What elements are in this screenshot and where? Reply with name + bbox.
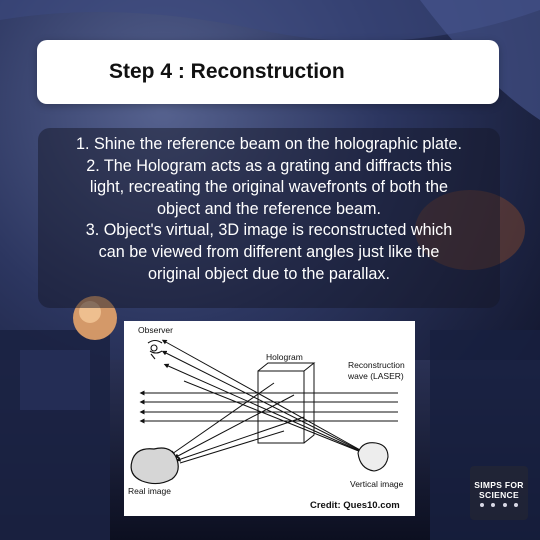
hologram-label: Hologram — [266, 352, 303, 362]
page-title: Step 4 : Reconstruction — [109, 60, 345, 83]
simps-for-science-logo — [470, 466, 528, 520]
logo-line-1: SIMPS FOR — [474, 480, 524, 490]
virtual-image-label: Vertical image — [350, 479, 404, 489]
logo-dots — [480, 503, 518, 509]
step-line: original object due to the parallax. — [147, 264, 391, 283]
credit-text: Credit: Ques10.com — [310, 500, 400, 511]
step-line: 1. Shine the reference beam on the holographic plate. — [75, 135, 463, 153]
eye-icon — [148, 341, 162, 360]
virtual-image-blob — [358, 443, 388, 471]
observer-label: Observer — [138, 325, 173, 335]
reconstruction-diagram — [124, 321, 415, 516]
step-line: light, recreating the original wavefronts of both the — [89, 178, 449, 197]
step-line: 3. Object's virtual, 3D image is reconstructed which — [85, 221, 453, 240]
real-rays — [172, 383, 304, 463]
logo-line-2: SCIENCE — [479, 490, 519, 500]
real-image-label: Real image — [128, 486, 171, 496]
step-line: object and the reference beam. — [156, 199, 382, 218]
wave-label-1: Reconstruction — [348, 360, 405, 370]
real-image-blob — [131, 448, 178, 484]
reconstruction-wave-lines — [142, 393, 398, 421]
step-line: can be viewed from different angles just like the — [98, 242, 440, 261]
wave-label-2: wave (LASER) — [348, 371, 404, 381]
steps-textbox — [38, 128, 500, 308]
step-line: 2. The Hologram acts as a grating and diffracts this — [86, 156, 452, 175]
title-card — [37, 40, 499, 104]
